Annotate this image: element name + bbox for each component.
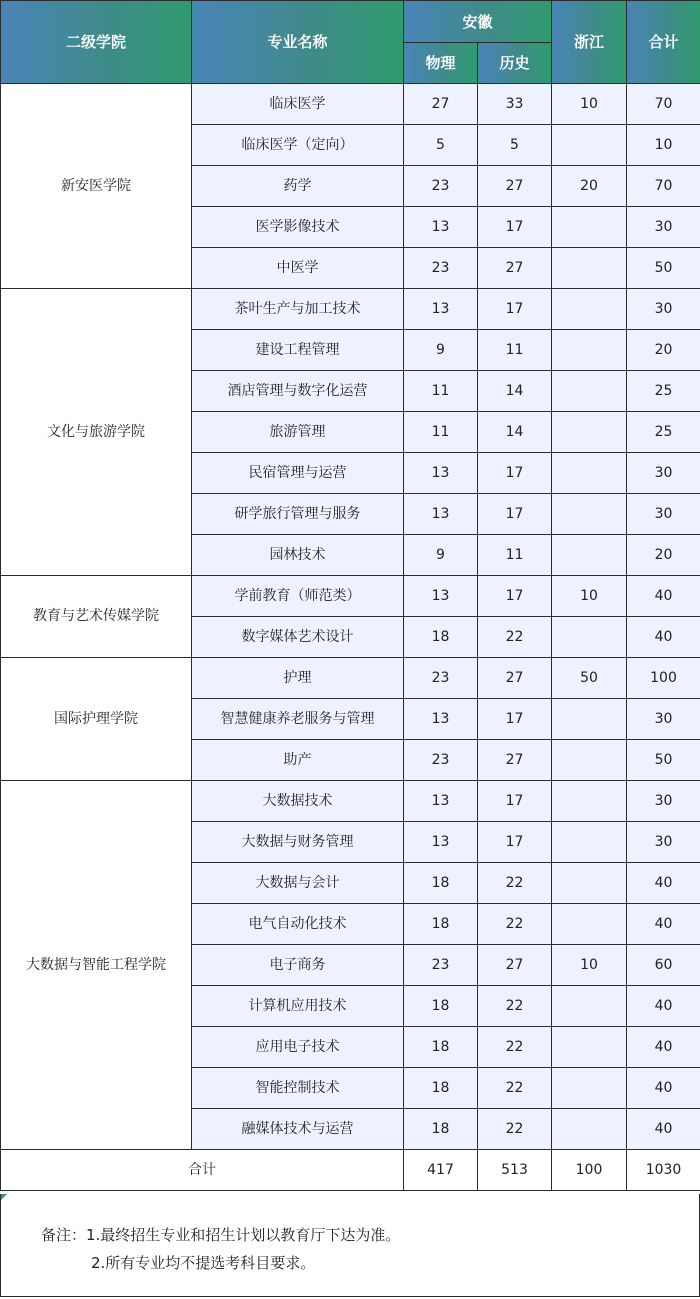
college-name: 文化与旅游学院 [1, 289, 192, 576]
zhejiang-count [552, 740, 627, 781]
row-total: 40 [627, 1109, 700, 1150]
zhejiang-count [552, 371, 627, 412]
major-name: 应用电子技术 [192, 1027, 404, 1068]
major-name: 智能控制技术 [192, 1068, 404, 1109]
zhejiang-count [552, 207, 627, 248]
zhejiang-count [552, 904, 627, 945]
notes-box [0, 1194, 700, 1297]
anhui-physics-count: 9 [404, 330, 478, 371]
anhui-history-count: 22 [478, 863, 552, 904]
summary-label: 合计 [1, 1150, 404, 1191]
row-total: 40 [627, 904, 700, 945]
row-total: 40 [627, 1068, 700, 1109]
anhui-history-count: 22 [478, 1068, 552, 1109]
anhui-physics-count: 5 [404, 125, 478, 166]
header-physics: 物理 [404, 43, 478, 84]
row-total: 40 [627, 617, 700, 658]
anhui-history-count: 17 [478, 494, 552, 535]
major-name: 临床医学（定向） [192, 125, 404, 166]
header-major: 专业名称 [192, 1, 404, 84]
anhui-physics-count: 13 [404, 699, 478, 740]
row-total: 40 [627, 863, 700, 904]
zhejiang-count [552, 494, 627, 535]
anhui-history-count: 17 [478, 822, 552, 863]
zhejiang-count [552, 248, 627, 289]
row-total: 25 [627, 412, 700, 453]
anhui-physics-count: 23 [404, 248, 478, 289]
anhui-history-count: 27 [478, 658, 552, 699]
major-name: 助产 [192, 740, 404, 781]
anhui-history-count: 17 [478, 781, 552, 822]
row-total: 20 [627, 535, 700, 576]
anhui-physics-count: 18 [404, 863, 478, 904]
anhui-physics-count: 13 [404, 289, 478, 330]
major-name: 临床医学 [192, 84, 404, 125]
corner-mark [1, 1194, 7, 1200]
row-total: 60 [627, 945, 700, 986]
anhui-physics-count: 13 [404, 494, 478, 535]
major-name: 医学影像技术 [192, 207, 404, 248]
anhui-physics-count: 18 [404, 1027, 478, 1068]
row-total: 20 [627, 330, 700, 371]
anhui-history-count: 17 [478, 576, 552, 617]
zhejiang-count [552, 863, 627, 904]
anhui-physics-count: 23 [404, 166, 478, 207]
row-total: 50 [627, 248, 700, 289]
header-college: 二级学院 [1, 1, 192, 84]
zhejiang-count [552, 330, 627, 371]
row-total: 30 [627, 781, 700, 822]
anhui-history-count: 17 [478, 207, 552, 248]
zhejiang-count [552, 699, 627, 740]
anhui-history-count: 22 [478, 1109, 552, 1150]
note-line-2: 2.所有专业均不提选考科目要求。 [91, 1254, 316, 1272]
table-body [1, 84, 700, 1150]
zhejiang-count [552, 617, 627, 658]
zhejiang-count [552, 1027, 627, 1068]
note-line-1: 备注：1.最终招生专业和招生计划以教育厅下达为准。 [41, 1226, 401, 1244]
header-anhui: 安徽 [404, 1, 552, 43]
college-name: 新安医学院 [1, 84, 192, 289]
anhui-physics-count: 18 [404, 1068, 478, 1109]
row-total: 40 [627, 576, 700, 617]
anhui-history-count: 14 [478, 371, 552, 412]
anhui-physics-count: 27 [404, 84, 478, 125]
zhejiang-count [552, 986, 627, 1027]
anhui-history-count: 17 [478, 289, 552, 330]
anhui-history-count: 17 [478, 453, 552, 494]
zhejiang-count [552, 289, 627, 330]
summary-history: 513 [478, 1150, 552, 1191]
major-name: 研学旅行管理与服务 [192, 494, 404, 535]
major-name: 建设工程管理 [192, 330, 404, 371]
anhui-physics-count: 13 [404, 576, 478, 617]
college-name: 大数据与智能工程学院 [1, 781, 192, 1150]
anhui-physics-count: 18 [404, 1109, 478, 1150]
row-total: 50 [627, 740, 700, 781]
row-total: 25 [627, 371, 700, 412]
zhejiang-count [552, 125, 627, 166]
major-name: 电气自动化技术 [192, 904, 404, 945]
header-history: 历史 [478, 43, 552, 84]
major-name: 大数据技术 [192, 781, 404, 822]
row-total: 40 [627, 986, 700, 1027]
row-total: 40 [627, 1027, 700, 1068]
anhui-physics-count: 23 [404, 945, 478, 986]
major-name: 药学 [192, 166, 404, 207]
major-name: 融媒体技术与运营 [192, 1109, 404, 1150]
header-total: 合计 [627, 1, 700, 84]
zhejiang-count [552, 822, 627, 863]
zhejiang-count [552, 453, 627, 494]
college-name: 教育与艺术传媒学院 [1, 576, 192, 658]
table-row [1, 84, 700, 125]
anhui-history-count: 11 [478, 535, 552, 576]
anhui-history-count: 27 [478, 248, 552, 289]
anhui-physics-count: 23 [404, 740, 478, 781]
anhui-physics-count: 18 [404, 986, 478, 1027]
zhejiang-count [552, 1068, 627, 1109]
major-name: 大数据与财务管理 [192, 822, 404, 863]
zhejiang-count: 10 [552, 84, 627, 125]
anhui-physics-count: 13 [404, 207, 478, 248]
summary-total: 1030 [627, 1150, 700, 1191]
anhui-history-count: 14 [478, 412, 552, 453]
header-zhejiang: 浙江 [552, 1, 627, 84]
table-row [1, 576, 700, 617]
major-name: 中医学 [192, 248, 404, 289]
anhui-history-count: 22 [478, 1027, 552, 1068]
row-total: 30 [627, 289, 700, 330]
anhui-history-count: 11 [478, 330, 552, 371]
anhui-history-count: 17 [478, 699, 552, 740]
anhui-physics-count: 11 [404, 412, 478, 453]
college-name: 国际护理学院 [1, 658, 192, 781]
anhui-physics-count: 18 [404, 904, 478, 945]
table-row [1, 658, 700, 699]
anhui-history-count: 22 [478, 617, 552, 658]
major-name: 护理 [192, 658, 404, 699]
anhui-history-count: 33 [478, 84, 552, 125]
anhui-physics-count: 9 [404, 535, 478, 576]
anhui-history-count: 22 [478, 904, 552, 945]
zhejiang-count [552, 1109, 627, 1150]
table-row [1, 289, 700, 330]
row-total: 100 [627, 658, 700, 699]
anhui-history-count: 22 [478, 986, 552, 1027]
summary-zhejiang: 100 [552, 1150, 627, 1191]
major-name: 酒店管理与数字化运营 [192, 371, 404, 412]
anhui-physics-count: 13 [404, 781, 478, 822]
major-name: 学前教育（师范类） [192, 576, 404, 617]
zhejiang-count [552, 781, 627, 822]
summary-physics: 417 [404, 1150, 478, 1191]
row-total: 30 [627, 207, 700, 248]
major-name: 大数据与会计 [192, 863, 404, 904]
row-total: 70 [627, 166, 700, 207]
table-row [1, 781, 700, 822]
zhejiang-count: 20 [552, 166, 627, 207]
zhejiang-count: 50 [552, 658, 627, 699]
major-name: 计算机应用技术 [192, 986, 404, 1027]
table-header [1, 1, 700, 84]
major-name: 园林技术 [192, 535, 404, 576]
major-name: 茶叶生产与加工技术 [192, 289, 404, 330]
anhui-physics-count: 18 [404, 617, 478, 658]
anhui-history-count: 27 [478, 166, 552, 207]
zhejiang-count: 10 [552, 576, 627, 617]
zhejiang-count [552, 535, 627, 576]
major-name: 数字媒体艺术设计 [192, 617, 404, 658]
anhui-history-count: 5 [478, 125, 552, 166]
anhui-history-count: 27 [478, 945, 552, 986]
zhejiang-count: 10 [552, 945, 627, 986]
zhejiang-count [552, 412, 627, 453]
row-total: 30 [627, 494, 700, 535]
major-name: 电子商务 [192, 945, 404, 986]
row-total: 10 [627, 125, 700, 166]
major-name: 旅游管理 [192, 412, 404, 453]
row-total: 70 [627, 84, 700, 125]
major-name: 智慧健康养老服务与管理 [192, 699, 404, 740]
row-total: 30 [627, 822, 700, 863]
row-total: 30 [627, 453, 700, 494]
anhui-history-count: 27 [478, 740, 552, 781]
major-name: 民宿管理与运营 [192, 453, 404, 494]
anhui-physics-count: 13 [404, 453, 478, 494]
anhui-physics-count: 13 [404, 822, 478, 863]
row-total: 30 [627, 699, 700, 740]
summary-row [1, 1150, 700, 1191]
anhui-physics-count: 11 [404, 371, 478, 412]
anhui-physics-count: 23 [404, 658, 478, 699]
